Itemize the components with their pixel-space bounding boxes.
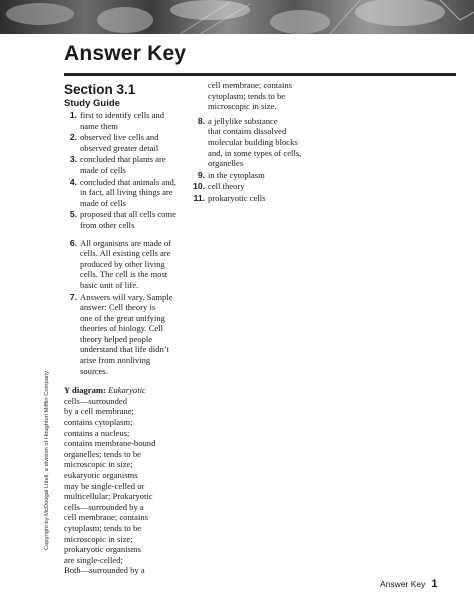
answer-number: 3. xyxy=(69,154,77,165)
answer-number: 10. xyxy=(193,181,205,192)
answer-number: 9. xyxy=(197,169,205,180)
answer-text-line: name them xyxy=(80,120,118,131)
answer-text-line: answer: Cell theory is xyxy=(80,302,156,313)
answer-item xyxy=(64,238,194,291)
answer-text-line: organelles; tends to be xyxy=(64,448,141,459)
answer-text-line: cells—surrounded xyxy=(64,395,128,406)
y-diagram-first-line: Eukaryotic xyxy=(108,385,146,396)
answer-number: 5. xyxy=(69,209,77,220)
header-photo-banner xyxy=(0,0,474,34)
answer-text-line: observed greater detail xyxy=(80,142,159,153)
answer-item xyxy=(192,181,322,192)
page-number: 1 xyxy=(431,578,438,590)
answer-number: 4. xyxy=(69,176,77,187)
answer-text-line: cells. The cell is the most xyxy=(80,269,168,280)
answer-text-line: theory helped people xyxy=(80,333,153,344)
answer-text-line: are single-celled; xyxy=(64,554,123,565)
answer-item xyxy=(192,193,322,204)
answer-text-line: theories of biology. Cell xyxy=(80,323,163,334)
leaf-photo-banner-image xyxy=(0,0,474,34)
answer-text-line: molecular building blocks xyxy=(208,136,298,147)
answer-text-line: in fact, all living things are xyxy=(80,187,173,198)
footer-label: Answer Key xyxy=(380,579,426,589)
answer-text-line: from other cells xyxy=(80,219,135,230)
answer-text-line: first to identify cells and xyxy=(80,110,165,120)
answer-text-line: observed live cells and xyxy=(80,132,159,143)
answer-number: 8. xyxy=(197,115,205,126)
section-title: Section 3.1 xyxy=(64,82,136,97)
answer-text-line: Both—surrounded by a xyxy=(64,565,145,576)
answer-number: 2. xyxy=(69,132,77,143)
answer-item xyxy=(64,110,194,131)
answer-item xyxy=(192,170,322,181)
page-title: Answer Key xyxy=(64,42,187,65)
answer-text-line: cells. All existing cells are xyxy=(80,248,171,259)
answer-text-line: concluded that plants are xyxy=(80,154,166,165)
answer-text-line: contains a nucleus; xyxy=(64,427,130,438)
answer-text-line: by a cell membrane; xyxy=(64,406,134,417)
answer-text-line: eukaryotic organisms xyxy=(64,470,138,480)
answer-text-line: cytoplasm; tends to be xyxy=(208,90,286,101)
answer-item xyxy=(64,132,194,153)
answer-text-line: arise from nonliving xyxy=(80,355,151,366)
answer-item xyxy=(64,209,194,230)
answer-text-line: that contains dissolved xyxy=(208,126,287,137)
answer-text-line: microscopic in size. xyxy=(208,101,277,112)
answer-text-line: Answers will vary. Sample xyxy=(80,291,173,302)
answer-text-line: cell theory xyxy=(208,181,245,192)
answer-text-line: sources. xyxy=(80,365,108,376)
answer-text-line: concluded that animals and, xyxy=(80,176,176,187)
answer-text-line: one of the great unifying xyxy=(80,312,165,323)
answer-text-line: microscopic in size; xyxy=(64,459,133,470)
answer-text-line: basic unit of life. xyxy=(80,279,139,290)
answer-text-line: prokaryotic organisms xyxy=(64,544,141,555)
answer-number: 1. xyxy=(69,110,77,120)
answer-text-line: cytoplasm; tends to be xyxy=(64,522,142,533)
answer-item xyxy=(192,116,322,169)
answer-text-line: organelles xyxy=(208,158,244,169)
answer-item xyxy=(64,177,194,209)
answer-column-right xyxy=(192,80,322,205)
answer-text-line: contains membrane-bound xyxy=(64,438,156,449)
answer-item xyxy=(64,292,194,377)
y-diagram-answer xyxy=(64,385,194,576)
answer-text-line: prokaryotic cells xyxy=(208,192,266,203)
answer-text-line: may be single-celled or xyxy=(64,480,145,491)
answer-text-line: cell membrane; contains xyxy=(208,80,292,90)
y-diagram-lead: Y diagram: xyxy=(64,385,106,396)
answer-text-line: microscopic in size; xyxy=(64,533,133,544)
answer-text-line: understand that life didn’t xyxy=(80,344,169,355)
copyright-notice: Copyright by McDougal Littell, a division of Houghton Mifflin Company xyxy=(44,370,50,550)
title-rule xyxy=(64,73,456,76)
answer-text-line: produced by other living xyxy=(80,258,165,269)
answer-number: 6. xyxy=(69,237,77,248)
answer-number: 11. xyxy=(193,192,205,203)
answer-text-line: multicellular; Prokaryotic xyxy=(64,491,153,502)
answer-text-line: in the cytoplasm xyxy=(208,169,265,180)
answer-text-line: cells—surrounded by a xyxy=(64,501,144,512)
answer-item xyxy=(64,154,194,175)
answer-text-line: a jellylike substance xyxy=(208,115,278,126)
answer-number: 7. xyxy=(69,291,77,302)
answer-text-line: proposed that all cells come xyxy=(80,209,176,220)
answer-text-line: made of cells xyxy=(80,164,126,175)
answer-text-line: contains cytoplasm; xyxy=(64,417,133,428)
answer-text-line: made of cells xyxy=(80,197,126,208)
answer-text-line: All organisms are made of xyxy=(80,237,172,248)
answer-text-line: and, in some types of cells, xyxy=(208,147,302,158)
answer-column-left xyxy=(64,110,194,576)
section-subheading: Study Guide xyxy=(64,98,120,109)
page-footer xyxy=(380,578,437,590)
answer-text-line: cell membrane; contains xyxy=(64,512,148,523)
